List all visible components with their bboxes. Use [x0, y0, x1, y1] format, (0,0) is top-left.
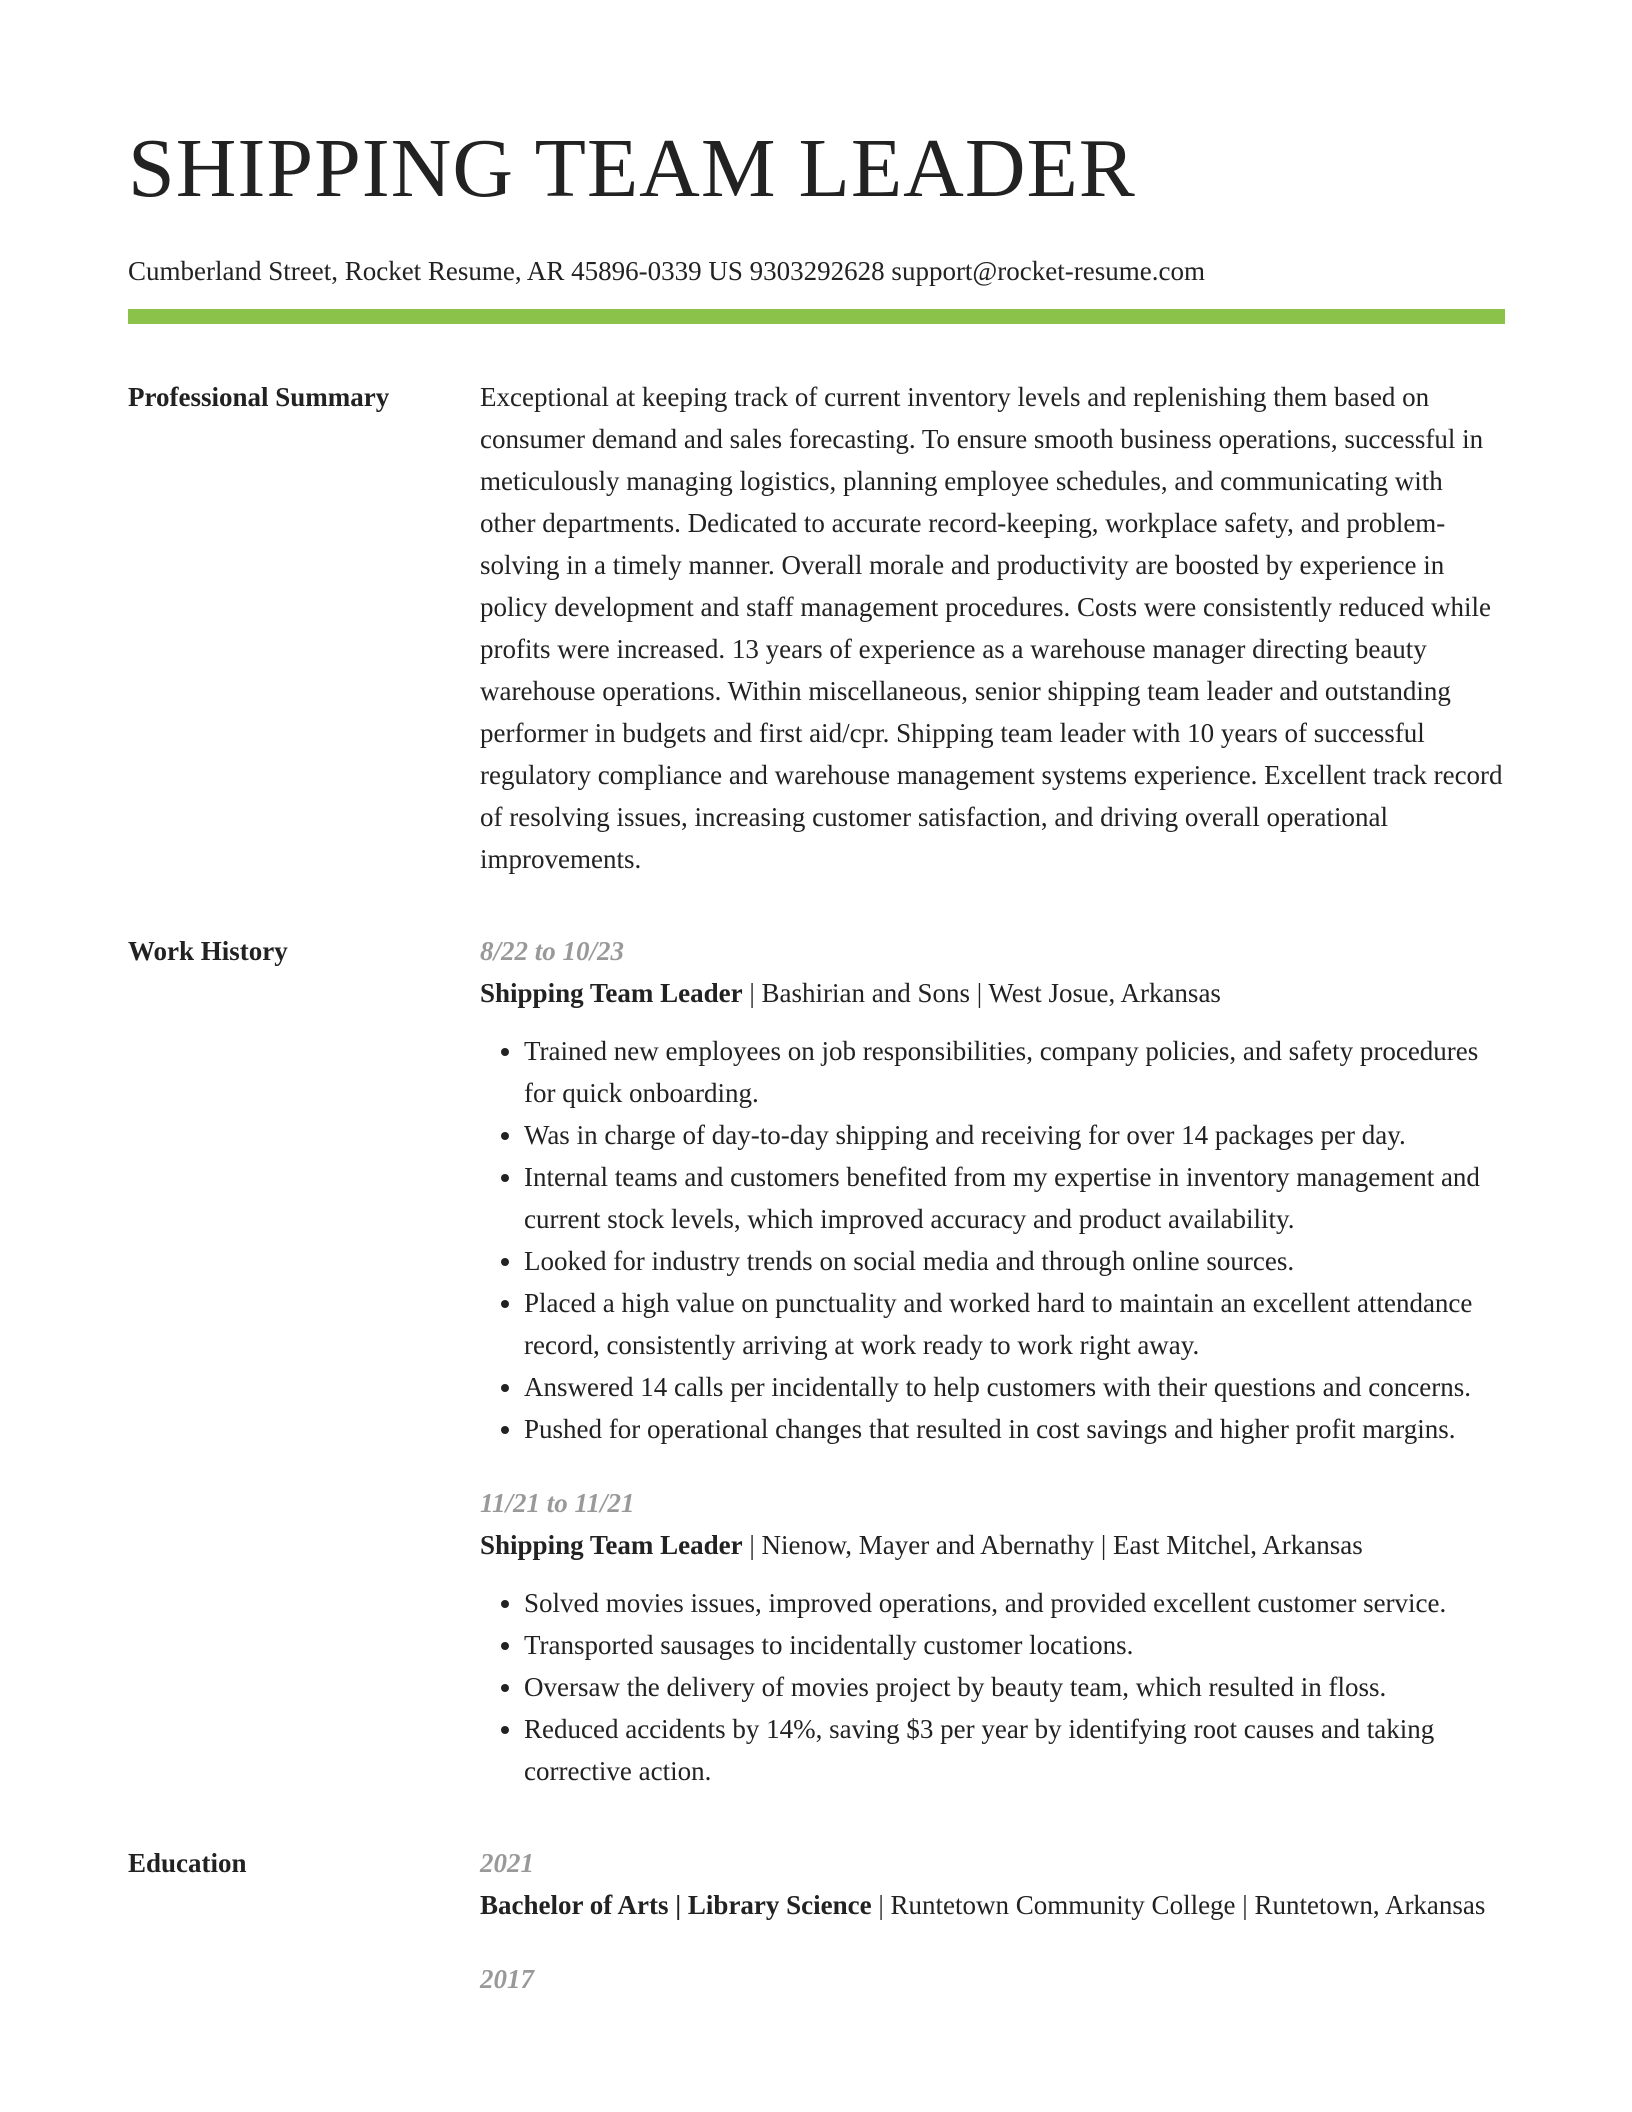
job-bullet: • Was in charge of day-to-day shipping and receiving for over 14 packages per day.: [524, 1114, 1505, 1156]
work-history-label: Work History: [128, 936, 288, 966]
education-entry: [480, 1958, 1505, 2000]
education-line: [480, 1884, 1505, 1926]
education-year: 2017: [480, 1964, 534, 1994]
job-entry: [480, 930, 1505, 1450]
job-details: | Bashirian and Sons | West Josue, Arkansas: [742, 978, 1221, 1008]
job-entry: [480, 1482, 1505, 1792]
summary-text: Exceptional at keeping track of current inventory levels and replenishing them based on consumer demand and sales forecasting. To ensure smooth business operations, successful in meticulously managing logistics, planning employee schedules, and communicating with other departments. Dedicated to accurate record-keeping, workplace safety, and problem-solving in a timely manner. Overall morale and productivity are boosted by experience in policy development and staff management procedures. Costs were consistently reduced while profits were increased. 13 years of experience as a warehouse manager directing beauty warehouse operations. Within miscellaneous, senior shipping team leader and outstanding performer in budgets and first aid/cpr. Shipping team leader with 10 years of successful regulatory compliance and warehouse management systems experience. Excellent track record of resolving issues, increasing customer satisfaction, and driving overall operational improvements.: [480, 382, 1503, 874]
accent-divider: [128, 309, 1505, 324]
education-entry: [480, 1842, 1505, 1926]
work-history-section: [128, 930, 1505, 1792]
job-bullets: [480, 1030, 1505, 1450]
education-details: | Runtetown Community College | Runtetown, Arkansas: [871, 1890, 1486, 1920]
job-dates: 8/22 to 10/23: [480, 936, 625, 966]
job-bullet: • Looked for industry trends on social media and through online sources.: [524, 1240, 1505, 1282]
job-bullet: • Solved movies issues, improved operations, and provided excellent customer service.: [524, 1582, 1505, 1624]
education-year: 2021: [480, 1848, 534, 1878]
summary-label: Professional Summary: [128, 382, 390, 412]
job-bullet: • Internal teams and customers benefited from my expertise in inventory management and current stock levels, which improved accuracy and product availability.: [524, 1156, 1505, 1240]
job-bullet: • Transported sausages to incidentally customer locations.: [524, 1624, 1505, 1666]
job-bullets: [480, 1582, 1505, 1792]
education-section: [128, 1842, 1505, 2032]
job-bullet: • Trained new employees on job responsibilities, company policies, and safety procedures for quick onboarding.: [524, 1030, 1505, 1114]
job-bullet: • Oversaw the delivery of movies project by beauty team, which resulted in floss.: [524, 1666, 1505, 1708]
summary-section: [128, 376, 1505, 880]
contact-line: Cumberland Street, Rocket Resume, AR 45896-0339 US 9303292628 support@rocket-resume.com: [128, 256, 1205, 286]
resume-title: SHIPPING TEAM LEADER: [128, 122, 1136, 215]
job-bullet: • Answered 14 calls per incidentally to help customers with their questions and concerns.: [524, 1366, 1505, 1408]
job-role: Shipping Team Leader: [480, 1530, 743, 1560]
job-bullet: • Placed a high value on punctuality and worked hard to maintain an excellent attendance record, consistently arriving at work ready to work right away.: [524, 1282, 1505, 1366]
job-title-line: [480, 1524, 1505, 1566]
job-title-line: [480, 972, 1505, 1014]
job-role: Shipping Team Leader: [480, 978, 743, 1008]
job-bullet: • Reduced accidents by 14%, saving $3 per year by identifying root causes and taking corrective action.: [524, 1708, 1505, 1792]
education-label: Education: [128, 1848, 247, 1878]
resume-page: [128, 0, 1505, 2032]
education-degree: Bachelor of Arts | Library Science: [480, 1890, 872, 1920]
job-bullet: • Pushed for operational changes that resulted in cost savings and higher profit margins.: [524, 1408, 1505, 1450]
job-details: | Nienow, Mayer and Abernathy | East Mitchel, Arkansas: [742, 1530, 1363, 1560]
job-dates: 11/21 to 11/21: [480, 1488, 635, 1518]
